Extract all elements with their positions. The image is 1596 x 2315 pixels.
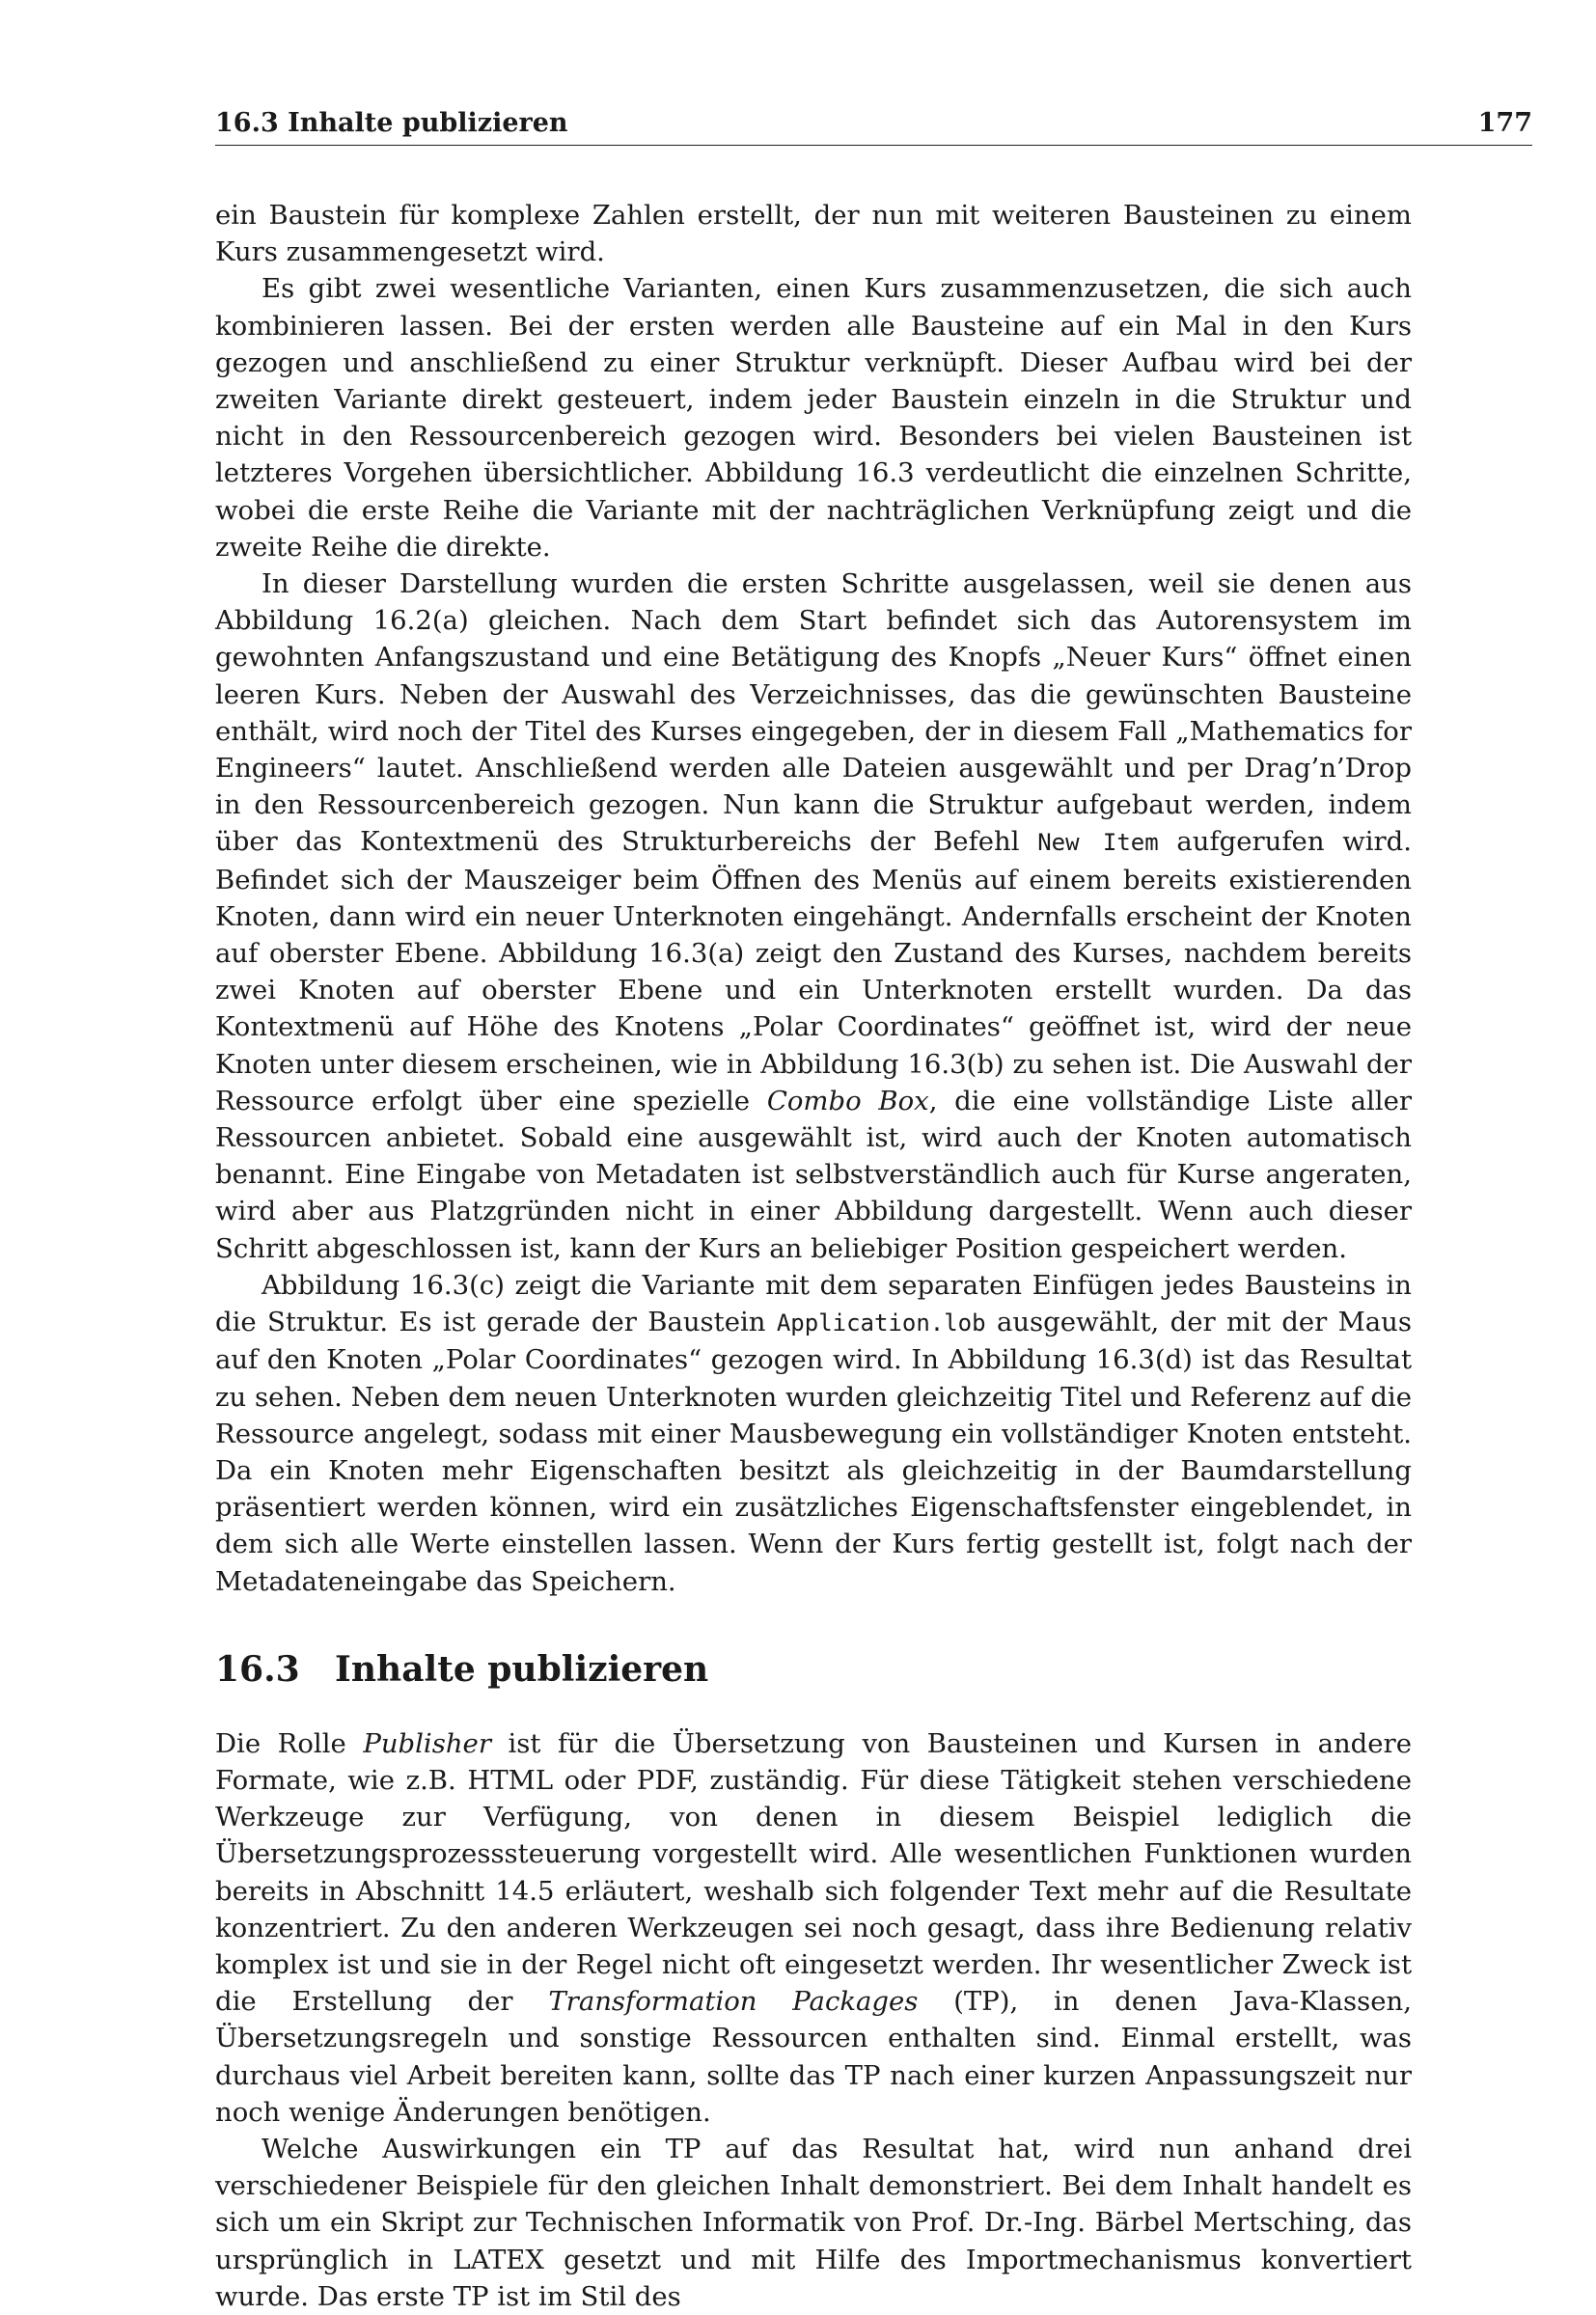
body-text bbox=[215, 197, 1412, 2315]
paragraph-3-part-b: aufgerufen wird. Befindet sich der Mauszeiger beim Öffnen des Menüs auf einem bereits existierenden Knoten, dann wird ein neuer Unterknoten eingehängt. Andernfalls erscheint der Knoten auf oberster Ebene. Abbildung 16.3(a) zeigt den Zustand des Kurses, nachdem bereits zwei Knoten auf oberster Ebene und ein Unterknoten erstellt wurden. Da das Kontextmenü auf Höhe des Knotens „Polar Coordinates“ geöffnet ist, wird der neue Knoten unter diesem erscheinen, wie in Abbildung 16.3(b) zu sehen ist. Die Auswahl der Ressource erfolgt über eine spezielle bbox=[215, 826, 1413, 1116]
paragraph-3-part-a: In dieser Darstellung wurden die ersten Schritte ausgelassen, weil sie denen aus Abbildung 16.2(a) gleichen. Nach dem Start befindet sich das Autorensystem im gewohnten Anfangszustand und eine Betätigung des Knopfs „Neuer Kurs“ öffnet einen leeren Kurs. Neben der Auswahl des Verzeichnisses, das die gewünschten Bausteine enthält, wird noch der Titel des Kurses eingegeben, der in diesem Fall „Mathematics for Engineers“ lautet. Anschließend werden alle Dateien ausgewählt und per Drag’n’Drop in den Ressourcenbereich gezogen. Nun kann die Struktur aufgebaut werden, indem über das Kontextmenü des Strukturbereichs der Befehl bbox=[215, 568, 1412, 858]
section-paragraph-1-part-c: (TP), in denen Java-Klassen, Übersetzungsregeln und sonstige Ressourcen enthalten sind. Einmal erstellt, was durchaus viel Arbeit bereiten kann, sollte das TP nach einer kurzen Anpassungszeit nur noch wenige Änderungen benötigen. bbox=[215, 1986, 1412, 2128]
paragraph-4-part-a: Abbildung 16.3(c) zeigt die Variante mit dem separaten Einfügen jedes Bausteins in die Struktur. Es ist gerade der Baustein bbox=[215, 1269, 1412, 1338]
transformation-packages-term: Transformation Packages bbox=[548, 1986, 919, 2018]
page-number: 177 bbox=[1477, 108, 1532, 138]
code-application-lob: Application.lob bbox=[776, 1309, 986, 1337]
publisher-term: Publisher bbox=[363, 1727, 491, 1759]
paragraph-1: ein Baustein für komplexe Zahlen erstellt, der nun mit weiteren Bausteinen zu einem Kurs zusammengesetzt wird. bbox=[215, 200, 1412, 268]
paragraph-2: Es gibt zwei wesentliche Varianten, einen Kurs zusammenzusetzen, die sich auch kombinieren lassen. Bei der ersten werden alle Bausteine auf ein Mal in den Kurs gezogen und anschließend zu einer Struktur verknüpft. Dieser Aufbau wird bei der zweiten Variante direkt gesteuert, indem jeder Baustein einzeln in die Struktur und nicht in den Ressourcenbereich gezogen wird. Besonders bei vielen Bausteinen ist letzteres Vorgehen übersichtlicher. Abbildung 16.3 verdeutlicht die einzelnen Schritte, wobei die erste Reihe die Variante mit der nachträglichen Verknüpfung zeigt und die zweite Reihe die direkte. bbox=[215, 273, 1412, 563]
paragraph-3-part-c: , die eine vollständige Liste aller Ressourcen anbietet. Sobald eine ausgewählt ist, wird auch der Knoten automatisch benannt. Eine Eingabe von Metadaten ist selbstverständlich auch für Kurse angeraten, wird aber aus Platzgründen nicht in einer Abbildung dargestellt. Wenn auch dieser Schritt abgeschlossen ist, kann der Kurs an beliebiger Position gespeichert werden. bbox=[215, 1085, 1412, 1264]
running-head-title: 16.3 Inhalte publizieren bbox=[215, 108, 568, 138]
combo-box-term: Combo Box bbox=[766, 1085, 929, 1116]
section-paragraph-1-part-a: Die Rolle bbox=[215, 1727, 346, 1759]
section-paragraph-2: Welche Auswirkungen ein TP auf das Resultat hat, wird nun anhand drei verschiedener Beispiele für den gleichen Inhalt demonstriert. Bei dem Inhalt handelt es sich um ein Skript zur Technischen Informatik von Prof. Dr.-Ing. Bärbel Mertsching, das ursprünglich in LATEX gesetzt und mit Hilfe des Importmechanismus konvertiert wurde. Das erste TP ist im Stil des bbox=[215, 2133, 1412, 2312]
running-head bbox=[215, 108, 1532, 146]
paragraph-4-part-b: ausgewählt, der mit der Maus auf den Knoten „Polar Coordinates“ gezogen wird. In Abbildung 16.3(d) ist das Resultat zu sehen. Neben dem neuen Unterknoten wurden gleichzeitig Titel und Referenz auf die Ressource angelegt, sodass mit einer Mausbewegung ein vollständiger Knoten entsteht. Da ein Knoten mehr Eigenschaften besitzt als gleichzeitig in der Baumdarstellung präsentiert werden können, wird ein zusätzliches Eigenschaftsfenster eingeblendet, in dem sich alle Werte einstellen lassen. Wenn der Kurs fertig gestellt ist, folgt nach der Metadateneingabe das Speichern. bbox=[215, 1307, 1412, 1597]
paragraph-4 bbox=[215, 1267, 1412, 1600]
section-paragraph-1 bbox=[215, 1725, 1412, 2131]
section-number: 16.3 bbox=[215, 1648, 300, 1690]
section-heading bbox=[215, 1648, 1412, 1691]
code-new-item: New Item bbox=[1037, 829, 1159, 857]
section-title: Inhalte publizieren bbox=[335, 1648, 709, 1690]
paragraph-3 bbox=[215, 565, 1412, 1267]
section-paragraph-1-part-b: ist für die Übersetzung von Bausteinen und Kursen in andere Formate, wie z.B. HTML oder PDF, zuständig. Für diese Tätigkeit stehen verschiedene Werkzeuge zur Verfügung, von denen in diesem Beispiel lediglich die Übersetzungsprozesssteuerung vorgestellt wird. Alle wesentlichen Funktionen wurden bereits in Abschnitt 14.5 erläutert, weshalb sich folgender Text mehr auf die Resultate konzentriert. Zu den anderen Werkzeugen sei noch gesagt, dass ihre Bedienung relativ komplex ist und sie in der Regel nicht oft eingesetzt werden. Ihr wesentlicher Zweck ist die Erstellung der bbox=[215, 1727, 1412, 2018]
